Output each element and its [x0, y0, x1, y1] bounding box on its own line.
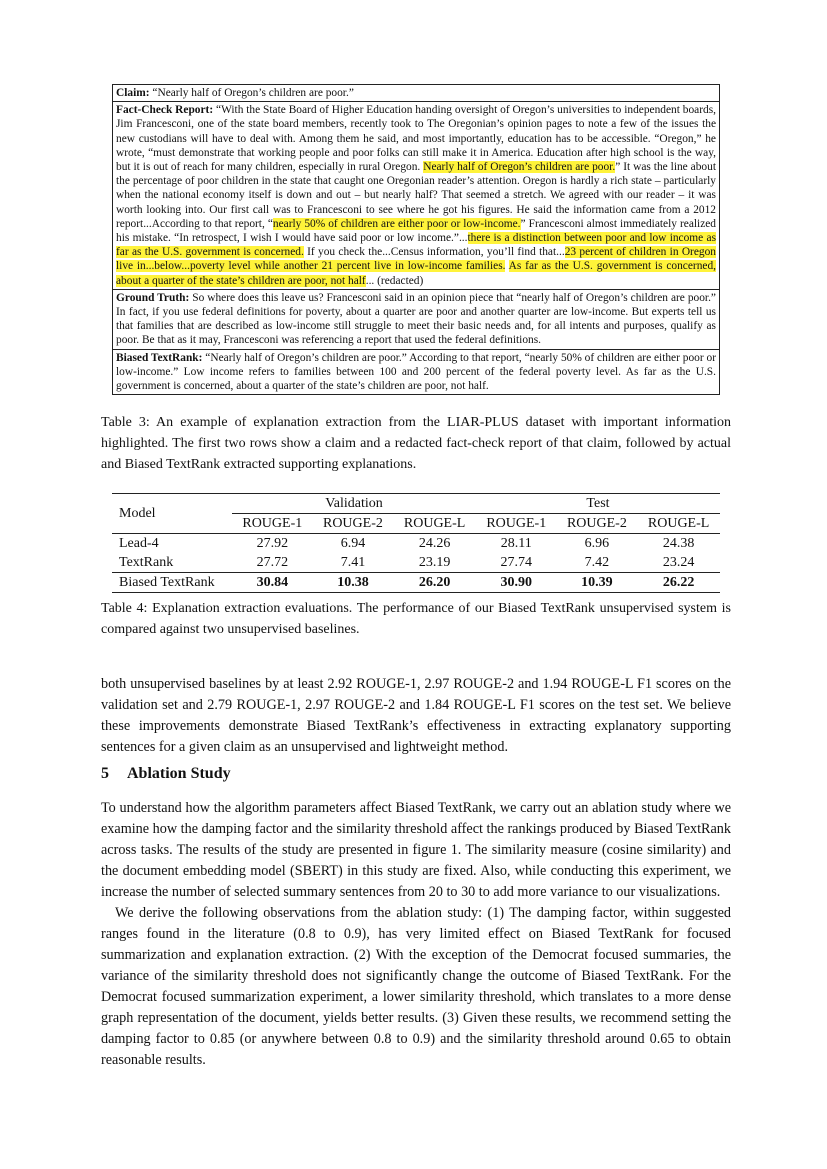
- metric-header: ROUGE-2: [322, 515, 383, 531]
- cell: 27.74: [500, 554, 533, 570]
- validation-header: Validation: [232, 494, 476, 514]
- metric-header: ROUGE-1: [242, 515, 303, 531]
- cell: 26.22: [637, 573, 720, 593]
- model-name: TextRank: [119, 554, 174, 570]
- cell: 6.94: [313, 534, 394, 554]
- cell: 28.11: [476, 534, 557, 554]
- ground-truth-row: [113, 289, 719, 349]
- table-3: [112, 84, 720, 395]
- test-header: Test: [476, 494, 720, 514]
- model-header: Model: [112, 494, 232, 534]
- report-text: ” It was the line about the percentage of poor children in the state that caught one Oregonian reader’s attention. Oregon is hardly a rich state – particularly when the national economy itself is down and out – but nearly half? That seemed a stretch. We agreed with our reader – it was worth looking into. Our first call was to Francesconi to see where he got his figures. He said the information came from a 2012 report...According to that report, “: [116, 161, 716, 230]
- section-title: Ablation Study: [127, 765, 231, 782]
- biased-textrank-label: Biased TextRank:: [116, 351, 203, 364]
- cell: 30.90: [476, 573, 557, 593]
- ground-truth-label: Ground Truth:: [116, 291, 190, 304]
- metric-header: ROUGE-L: [647, 515, 710, 531]
- table-row: [112, 553, 720, 573]
- body-paragraph: both unsupervised baselines by at least 2.92 ROUGE-1, 2.97 ROUGE-2 and 1.94 ROUGE-L F1 scores on the validation set and 2.79 ROUGE-1, 2.97 ROUGE-2 and 1.84 ROUGE-L F1 scores on the test set. We believe these improvements demonstrate Biased TextRank’s effectiveness in extracting explanatory supporting sentences for a given claim as an unsupervised and lightweight method.: [101, 676, 731, 755]
- report-text: “With the State Board of Higher Education handing oversight of Oregon’s universities to independent boards, Jim Francesconi, one of the state board members, recently took to The Oregonian’s opinion pages to note a few of the issues the new custodians will have to deal with. Among them he said, and most importantly, education has to be accessible. “Oregon,” he wrote, “must demonstrate that working people and poor folks can still make it in America. Education after high school is the way, but it is out of reach for many children, especially in rural Oregon.: [116, 104, 716, 174]
- cell: 7.41: [340, 554, 366, 570]
- cell: 27.72: [256, 554, 289, 570]
- claim-label: Claim:: [116, 87, 150, 99]
- cell: 27.92: [232, 534, 313, 554]
- model-name: Biased TextRank: [112, 573, 232, 593]
- table-4: [112, 493, 720, 593]
- cell: 24.38: [637, 534, 720, 554]
- highlight: there is a distinction between poor and low income as far as the U.S. government is concerned.: [116, 232, 716, 259]
- cell: 10.39: [557, 573, 638, 593]
- cell: 23.24: [662, 554, 695, 570]
- table-3-caption: Table 3: An example of explanation extraction from the LIAR-PLUS dataset with important information highlighted. The first two rows show a claim and a redacted fact-check report of that claim, followed by actual and Biased TextRank extracted supporting explanations.: [101, 415, 731, 472]
- claim-text: “Nearly half of Oregon’s children are poor.”: [152, 87, 354, 99]
- report-text: If you check the...Census information, you’ll find that...: [303, 246, 565, 259]
- report-text: ... (redacted): [365, 274, 424, 287]
- cell: 6.96: [557, 534, 638, 554]
- biased-textrank-text: “Nearly half of Oregon’s children are poor.” According to that report, “nearly 50% of children are either poor or low-income.” Low income refers to families between 100 and 200 percent of the federal poverty level. As far as the U.S. government is concerned, about a quarter of the state’s children are poor, not half.: [116, 351, 716, 393]
- metric-header: ROUGE-1: [486, 515, 547, 531]
- biased-textrank-row: [113, 349, 719, 395]
- fact-check-label: Fact-Check Report:: [116, 104, 214, 117]
- cell: 26.20: [393, 573, 476, 593]
- claim-row: [113, 85, 719, 101]
- body-paragraph: We derive the following observations from the ablation study: (1) The damping factor, within suggested ranges found in the literature (0.8 to 0.9), has very limited effect on Biased TextRank for focused summarization and explanation extraction. (2) With the exception of the Democrat focused summaries, the variance of the similarity threshold does not significantly change the outcome of Biased TextRank. For the Democrat focused summarization experiment, a lower similarity threshold, which translates to a more dense graph representation of the document, yields better results. (3) Given these results, we recommend setting the damping factor to 0.85 (or anywhere between 0.8 to 0.9) and the similarity threshold around 0.65 to obtain reasonable results.: [101, 905, 731, 1068]
- section-number: 5: [101, 765, 109, 782]
- highlight: nearly 50% of children are either poor or low-income.: [272, 217, 521, 230]
- highlight: 23 percent of children in Oregon live in...below...poverty level while another 21 percent live in low-income families.: [116, 246, 716, 273]
- body-paragraph: To understand how the algorithm parameters affect Biased TextRank, we carry out an ablation study where we examine how the damping factor and the similarity threshold affect the rankings produced by Biased TextRank across tasks. The results of the study are presented in figure 1. The similarity measure (cosine similarity) and the document embedding model (SBERT) in this study are fixed. Also, while conducting this experiment, we increase the number of selected summary sentences from 20 to 30 to add more variance to our visualizations.: [101, 800, 731, 900]
- ground-truth-text: So where does this leave us? Francesconi said in an opinion piece that “nearly half of Oregon’s children are poor.” In fact, if you use federal definitions for poverty, about a quarter are poor and another quarter are low-income. But experts tell us that families that are described as low-income still struggle to meet their basic needs and, for all intents and purposes, qualify as poor. Be that as it may, Francesconi was referencing a report that used the federal definitions.: [116, 291, 716, 347]
- highlight: Nearly half of Oregon’s children are poor.: [423, 161, 616, 174]
- highlight: As far as the U.S. government is concerned, about a quarter of the state’s children are poor, not half: [116, 260, 716, 287]
- table-4-caption: Table 4: Explanation extraction evaluations. The performance of our Biased TextRank unsupervised system is compared against two unsupervised baselines.: [101, 601, 731, 637]
- model-name: Lead-4: [112, 534, 232, 554]
- cell: 7.42: [584, 554, 610, 570]
- report-text: ” Francesconi almost immediately realized his mistake. “In retrospect, I wish I would have said poor or low income.”...: [116, 217, 717, 245]
- table-row: [112, 573, 720, 593]
- metric-header: ROUGE-2: [566, 515, 627, 531]
- fact-check-row: [113, 101, 719, 289]
- cell: 23.19: [418, 554, 451, 570]
- table-row: [112, 534, 720, 554]
- cell: 24.26: [393, 534, 476, 554]
- metric-header: ROUGE-L: [403, 515, 466, 531]
- cell: 30.84: [232, 573, 313, 593]
- cell: 10.38: [313, 573, 394, 593]
- section-heading: [101, 765, 231, 783]
